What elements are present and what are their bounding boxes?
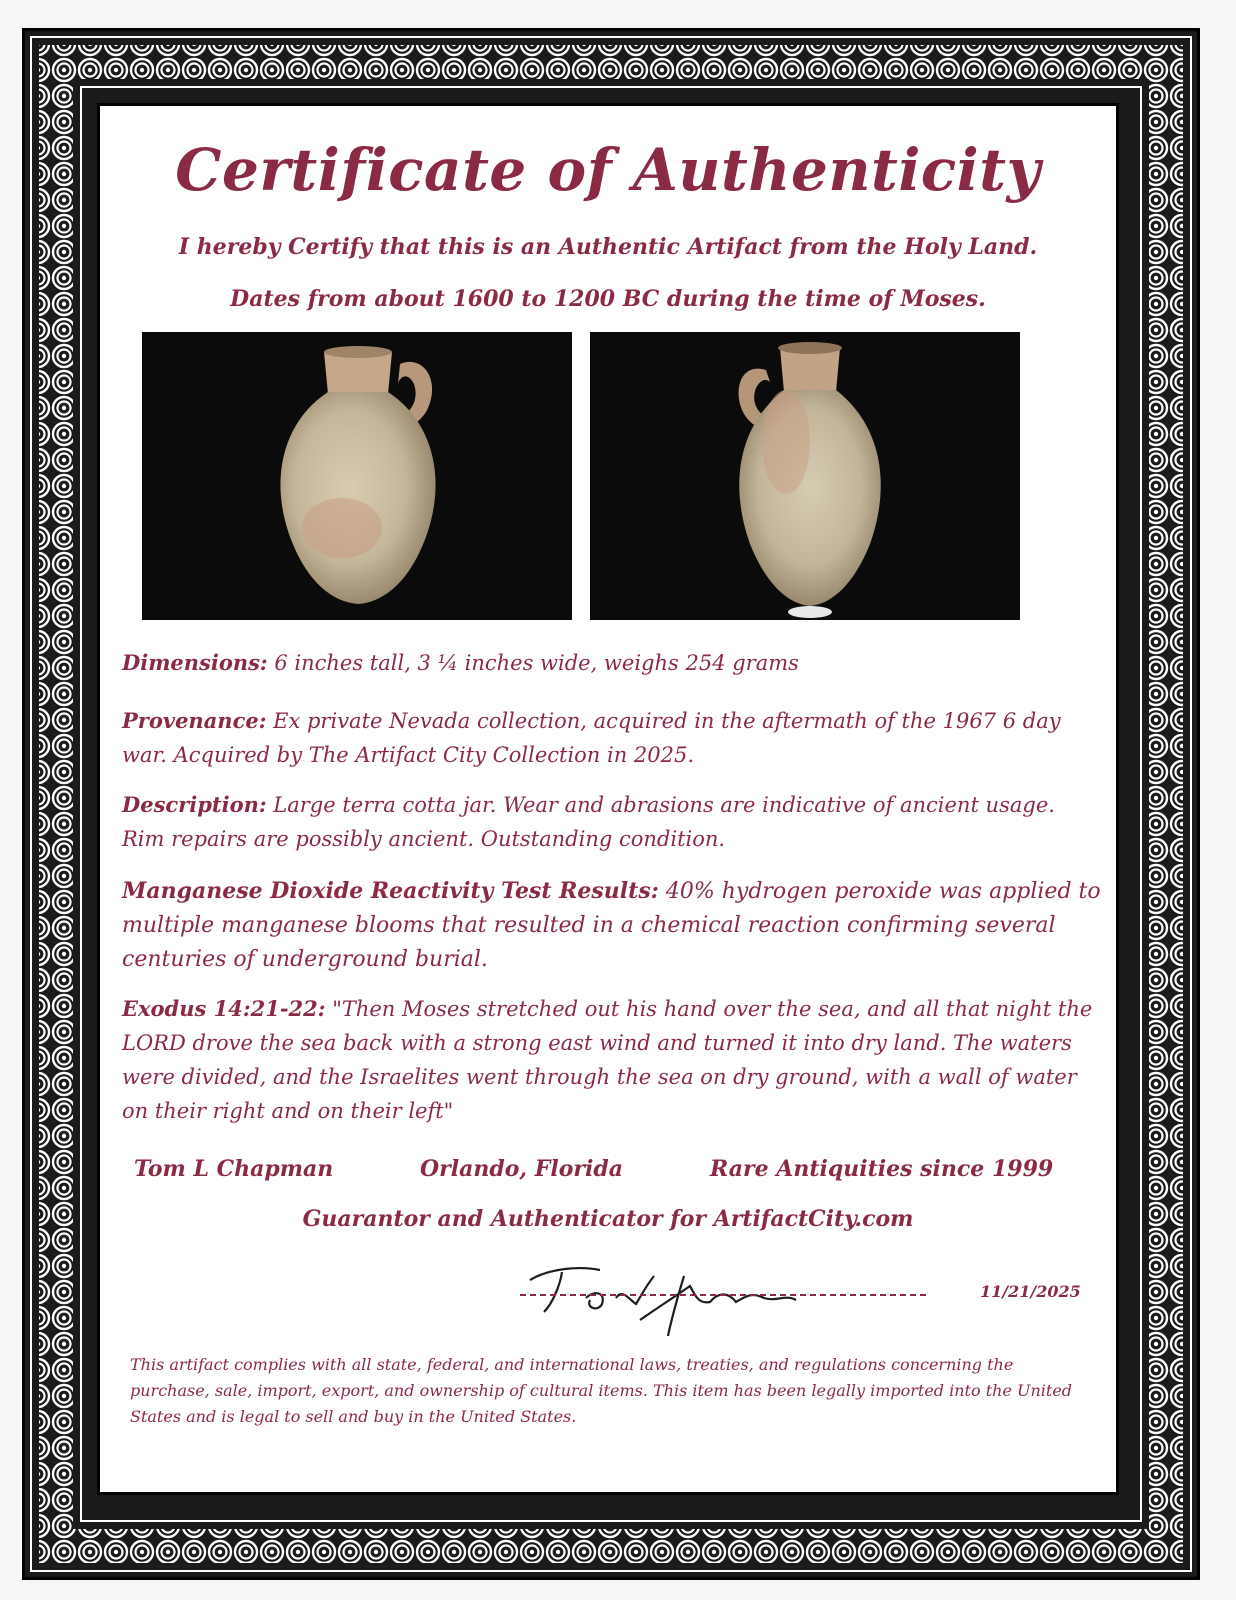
manganese-section	[122, 874, 1102, 977]
guarantor-line: Guarantor and Authenticator for ArtifactCity.com	[302, 1206, 914, 1232]
certificate-body	[97, 103, 1119, 1495]
provenance-section	[122, 704, 1102, 772]
signer-name: Tom L Chapman	[134, 1156, 334, 1182]
handwritten-signature	[490, 1246, 930, 1336]
manganese-text: 40% hydrogen peroxide was applied to multiple manganese blooms that resulted in a chemical reaction confirming several centuries of underground burial.	[122, 879, 1101, 972]
jar-image-front	[142, 332, 572, 620]
manganese-label: Manganese Dioxide Reactivity Test Results:	[122, 878, 659, 904]
description-section	[122, 788, 1102, 856]
description-text: Large terra cotta jar. Wear and abrasions are indicative of ancient usage. Rim repairs are possibly ancient. Outstanding condition.	[122, 793, 1055, 851]
jar-image-side	[590, 332, 1020, 620]
exodus-text: "Then Moses stretched out his hand over the sea, and all that night the LORD drove the sea back with a strong east wind and turned it into dry land. The waters were divided, and the Israelites went through the sea on dry ground, with a wall of water on their right and on their left"	[122, 997, 1093, 1123]
dimensions-text: 6 inches tall, 3 ¼ inches wide, weighs 254 grams	[267, 651, 799, 675]
dates-line: Dates from about 1600 to 1200 BC during the time of Moses.	[230, 286, 986, 312]
signature-date: 11/21/2025	[980, 1282, 1081, 1301]
description-label: Description:	[122, 792, 267, 817]
dimensions-section	[122, 646, 1102, 680]
signature-line	[520, 1294, 926, 1296]
artifact-photo-front	[142, 332, 572, 620]
artifact-photo-side	[590, 332, 1020, 620]
certify-line: I hereby Certify that this is an Authentic Artifact from the Holy Land.	[178, 234, 1038, 260]
ornamental-border	[22, 28, 1200, 1580]
provenance-text: Ex private Nevada collection, acquired in the aftermath of the 1967 6 day war. Acquired by The Artifact City Collection in 2025.	[122, 709, 1061, 767]
exodus-section	[122, 992, 1102, 1128]
legal-notice: This artifact complies with all state, federal, and international laws, treaties, and regulations concerning the purchase, sale, import, export, and ownership of cultural items. This item has been legally imported into the United States and is legal to sell and buy in the United States.	[130, 1355, 1073, 1426]
dimensions-label: Dimensions:	[122, 650, 268, 675]
exodus-label: Exodus 14:21-22:	[122, 996, 326, 1021]
signer-since: Rare Antiquities since 1999	[710, 1156, 1054, 1182]
certificate-title: Certificate of Authenticity	[175, 136, 1041, 204]
provenance-label: Provenance:	[122, 708, 267, 733]
signer-location: Orlando, Florida	[420, 1156, 623, 1182]
